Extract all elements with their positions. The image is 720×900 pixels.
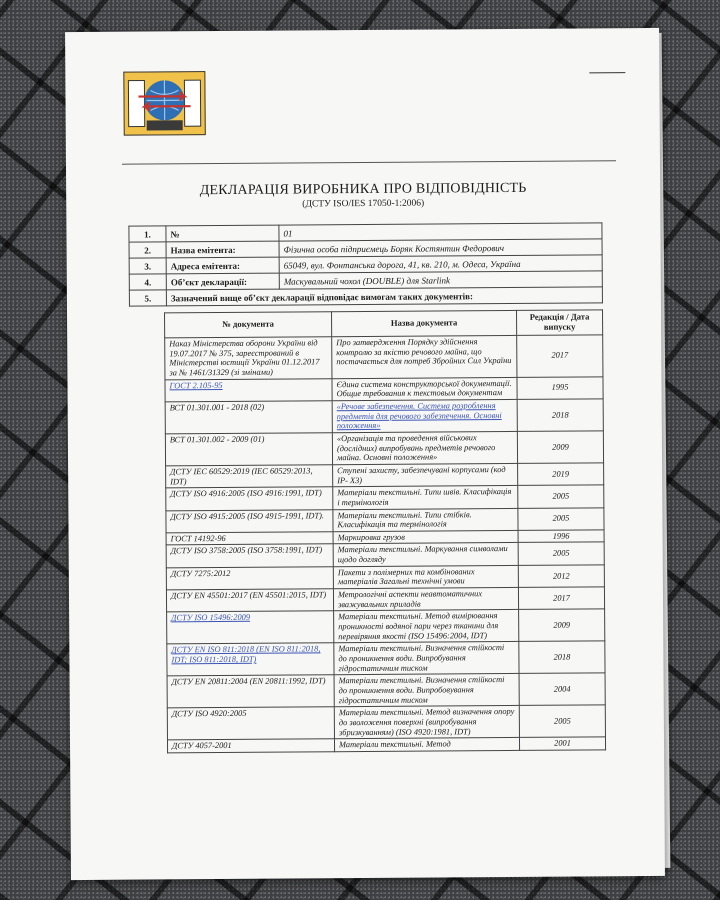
- doc-name: Пакети з полімерних та комбінованих матеріалів Загальні технічні умови: [337, 567, 475, 587]
- doc-number-cell: [165, 337, 332, 380]
- doc-number: ДСТУ EN 20811:2004 (EN 20811:1992, IDT): [171, 676, 326, 687]
- row-number: 5.: [129, 290, 166, 306]
- doc-name-cell: [334, 642, 519, 675]
- documents-table-body: [165, 335, 606, 753]
- doc-name: Матеріали текстильні. Метод вимірювання проникності водяної пари через тканини для перевіряння якості (ISO 15496:2004, IDT): [338, 611, 499, 641]
- doc-number-cell: [166, 567, 333, 590]
- table-row: [166, 587, 604, 612]
- declaration-page: [65, 28, 665, 880]
- table-row: [167, 705, 605, 740]
- doc-name: Ступені захисту, забезпечувані корпусами (код IP- X3): [337, 464, 506, 485]
- doc-number: ДСТУ ISO 4916:2005 (ISO 4916:1991, IDT): [170, 488, 322, 499]
- doc-number: ВСТ 01.301.001 - 2018 (02): [169, 402, 265, 413]
- doc-number: Наказ Міністерства оборони України від 19.07.2017 № 375, зареєстрований в Міністерстві юстиції України 01.12.2017 за № 1461/31329 (зі змінами): [169, 338, 320, 378]
- doc-number: ВСТ 01.301.002 - 2009 (01): [169, 434, 265, 445]
- doc-number: ДСТУ ISO 4920:2005: [171, 709, 247, 719]
- row-value: Маскувальний чохол (DOUBLE) для Starlink: [279, 271, 602, 289]
- doc-year: 2005: [518, 542, 604, 565]
- doc-year: 2009: [517, 431, 603, 464]
- table-row: [167, 673, 605, 708]
- table-row: [167, 641, 605, 676]
- doc-number-cell: [165, 401, 332, 434]
- doc-number-cell: [166, 487, 333, 510]
- doc-name-cell: [334, 738, 519, 752]
- doc-number: ДСТУ ISO 3758:2005 (ISO 3758:1991, IDT): [170, 545, 323, 556]
- doc-name-cell: [332, 431, 517, 464]
- doc-number-cell: [167, 675, 334, 708]
- document-title: ДЕКЛАРАЦІЯ ВИРОБНИКА ПРО ВІДПОВІДНІСТЬ: [199, 180, 527, 199]
- row-label: Адреса емітента:: [166, 257, 279, 274]
- section5-text: Зазначений вище об’єкт декларації відповідає вимогам таких документів:: [166, 287, 602, 306]
- header-doc-number: № документа: [165, 312, 332, 338]
- table-row: [165, 376, 603, 401]
- doc-year: 2017: [517, 335, 603, 377]
- row-value: Фізична особа підприємець Боряк Костянтин Федорович: [279, 239, 602, 257]
- doc-name: Маркировка грузов: [337, 532, 405, 543]
- table-row: [166, 542, 604, 567]
- doc-name-cell: [333, 508, 518, 532]
- doc-number-link[interactable]: ДСТУ ISO 15496:2009: [171, 613, 251, 623]
- table-row: [165, 431, 603, 466]
- doc-name: Матеріали текстильні. Визначення стійкості до проникнення води. Випробовування гідростатичним тиском: [338, 675, 505, 705]
- doc-name-cell: [333, 486, 518, 510]
- row-number: 3.: [129, 258, 166, 274]
- header-divider: [122, 160, 616, 164]
- doc-name-cell: [332, 399, 517, 432]
- doc-number-link[interactable]: ГОСТ 2.105-95: [169, 380, 223, 390]
- table-row: [165, 335, 603, 380]
- doc-name-cell: [334, 706, 519, 739]
- table-row: [165, 399, 603, 434]
- doc-name: Матеріали текстильні. Метод: [338, 739, 451, 750]
- doc-number-cell: [166, 509, 333, 532]
- doc-name-cell: [332, 335, 517, 378]
- row-number: 2.: [129, 242, 166, 258]
- doc-number: ДСТУ EN 45501:2017 (EN 45501:2015, IDT): [170, 590, 327, 601]
- doc-name-cell: [333, 565, 518, 589]
- table-row: [166, 485, 604, 510]
- doc-year: 2018: [519, 641, 605, 674]
- doc-year: 2018: [517, 399, 603, 432]
- doc-number-cell: [166, 589, 333, 612]
- doc-year: 2012: [518, 565, 604, 588]
- doc-number-cell: [167, 643, 334, 676]
- doc-name: Про затвердження Порядку здійснення контролю за якістю речового майна, що постачається для потреб Збройних Сил України: [336, 337, 512, 367]
- doc-name-cell: [334, 674, 519, 707]
- doc-number-cell: [165, 378, 332, 401]
- row-value: 01: [279, 223, 602, 241]
- doc-year: 2005: [518, 485, 604, 508]
- declaration-info-table: [128, 222, 603, 306]
- section5-row: [129, 287, 602, 306]
- doc-name: Матеріали текстильні. Типи стібків. Класифікація та термінологія: [337, 509, 472, 530]
- globe-transfer-logo-icon: [124, 72, 204, 135]
- doc-name-cell: [333, 588, 518, 612]
- doc-name: Матеріали текстильні. Визначення стійкості до проникнення води. Випробування гідростатичним тиском: [338, 643, 505, 673]
- doc-year: 2005: [518, 507, 604, 530]
- doc-number: ДСТУ ISO 4915:2005 (ISO 4915-1991, IDT).: [170, 510, 325, 521]
- row-label: Об’єкт декларації:: [166, 273, 279, 290]
- document-standard: (ДСТУ ISO/IES 17050-1:2006): [302, 198, 425, 210]
- doc-number-cell: [166, 465, 333, 488]
- doc-number-cell: [165, 433, 332, 466]
- doc-year: 2009: [519, 609, 605, 642]
- row-number: 1.: [129, 226, 166, 242]
- table-row: [166, 565, 604, 590]
- documents-table: [164, 309, 606, 753]
- row-number: 4.: [129, 274, 166, 290]
- header-doc-edition: Редакція / Дата випуску: [517, 310, 603, 336]
- doc-number: ДСТУ IEC 60529:2019 (IEC 60529:2013, IDT): [170, 466, 313, 486]
- table-row: [166, 507, 604, 532]
- doc-year: 2017: [518, 587, 604, 610]
- doc-year: 2005: [519, 705, 605, 738]
- doc-number-cell: [167, 611, 334, 644]
- doc-year: 2001: [519, 737, 605, 750]
- row-label: №: [166, 225, 279, 242]
- doc-name: Метрологічні аспекти неавтоматичних зважувальних приладів: [337, 589, 483, 609]
- doc-name: Матеріали текстильні. Метод визначення опору до зволоження поверхні (випробування збризкуванням) (ISO 4920:1981, IDT): [338, 707, 515, 737]
- doc-year: 1996: [518, 530, 604, 543]
- doc-name-cell: [333, 543, 518, 567]
- doc-number-cell: [167, 739, 334, 753]
- doc-number: ДСТУ 4057-2001: [172, 741, 232, 751]
- doc-number-cell: [166, 544, 333, 567]
- doc-number-cell: [167, 707, 334, 740]
- company-logo: [123, 71, 205, 136]
- doc-name-cell: [334, 610, 519, 643]
- doc-name-link[interactable]: «Речове забезпечення. Система розроблення предметів для речового забезпечення. Основні положення»: [336, 401, 502, 431]
- doc-name: Єдина система конструкторської документації. Общие требования к текстовым документам: [336, 378, 512, 399]
- doc-name: Матеріали текстильні. Маркування символами щодо догляду: [337, 544, 508, 565]
- row-label: Назва емітента:: [166, 241, 279, 258]
- corner-mark: [589, 72, 625, 73]
- doc-year: 2004: [519, 673, 605, 706]
- documents-header-row: [165, 310, 603, 338]
- table-row: [167, 737, 605, 753]
- doc-number: ГОСТ 14192-96: [170, 533, 226, 544]
- table-row: [167, 609, 605, 644]
- doc-name-cell: [332, 377, 517, 401]
- doc-number-link[interactable]: ДСТУ EN ISO 811:2018 (EN ISO 811:2018, IDT; ISO 811:2018, IDT): [171, 644, 321, 665]
- doc-name-cell: [333, 463, 518, 487]
- doc-year: 1995: [517, 376, 603, 399]
- doc-name: Матеріали текстильні. Типи швів. Класифікація і термінологія: [337, 487, 512, 508]
- header-doc-name: Назва документа: [332, 310, 517, 336]
- doc-year: 2019: [518, 463, 604, 486]
- doc-number: ДСТУ 7275:2012: [170, 568, 231, 579]
- doc-number-cell: [166, 532, 333, 546]
- row-value: 65049, вул. Фонтанська дорога, 41, кв. 210, м. Одеса, Україна: [279, 255, 602, 273]
- doc-name: «Організація та проведення військових (дослідних) випробувань предметів речового майна. Основні положення»: [336, 433, 496, 463]
- table-row: [166, 463, 604, 488]
